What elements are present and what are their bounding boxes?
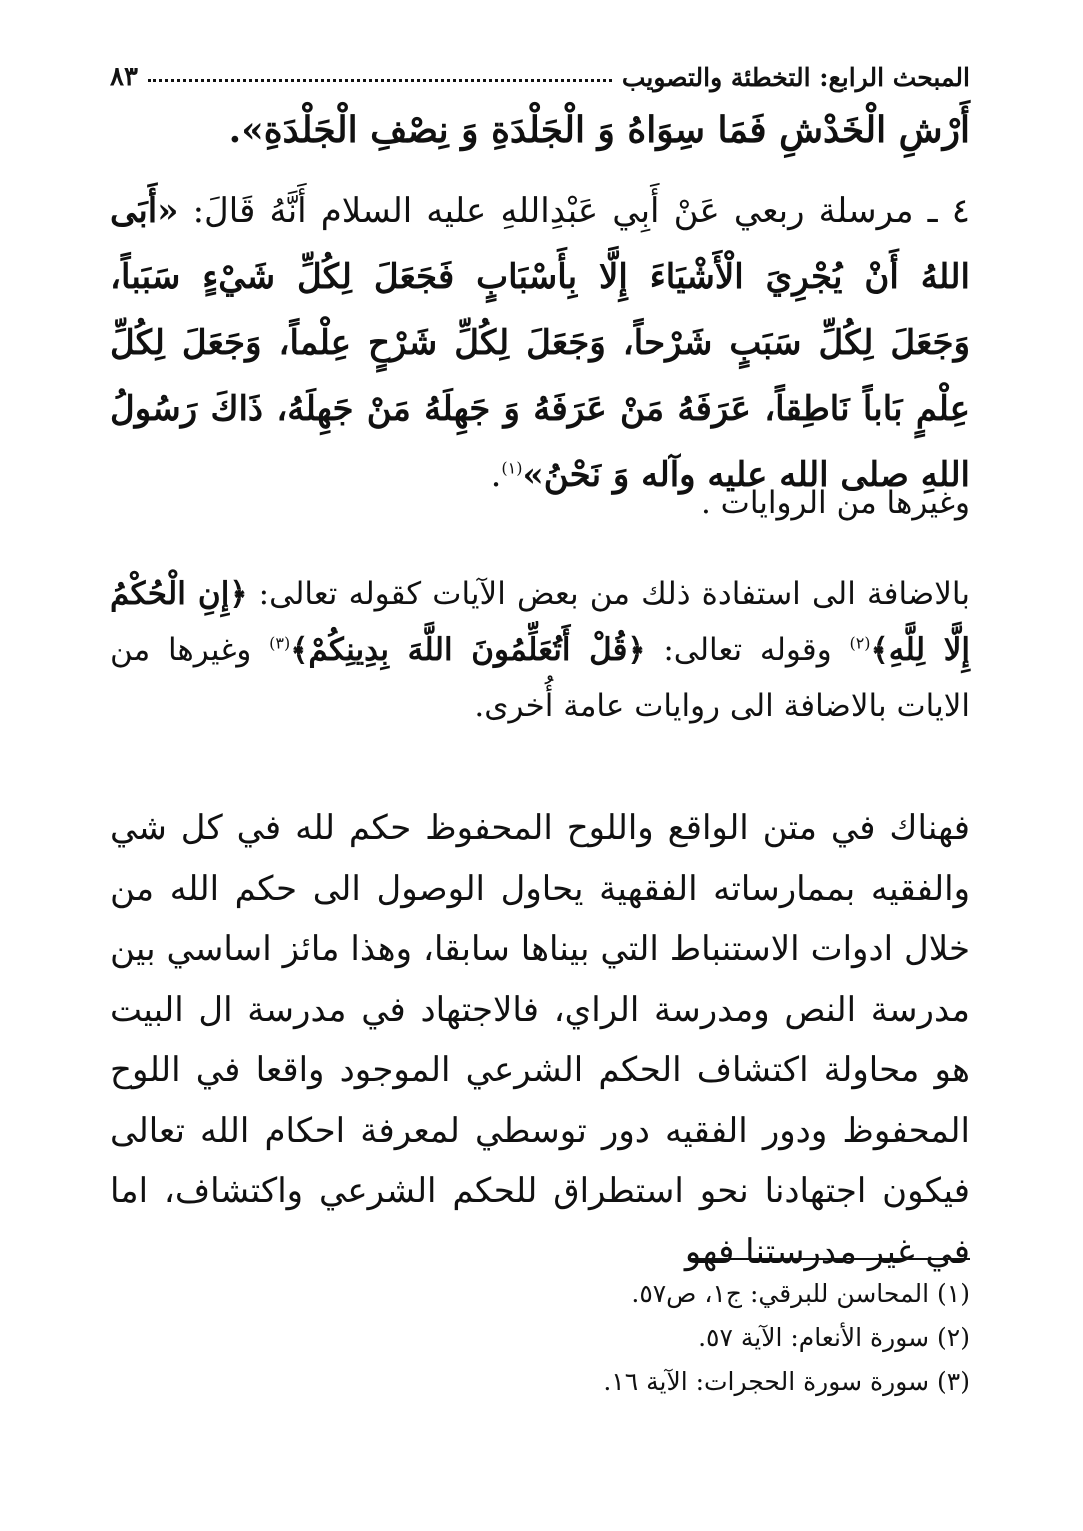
footnote-1: (١) المحاسن للبرقي: ج١، ص٥٧. [631,1279,970,1308]
ayah-al-hujurat: ﴿قُلْ أَتُعَلِّمُونَ اللَّهَ بِدِينِكُمْ﴾ [290,632,646,668]
chapter-title: المبحث الرابع: التخطئة والتصويب [621,63,970,92]
footnote-ref-3[interactable]: (٣) [269,633,291,653]
page-number: ٨٣ [110,62,138,92]
ayat-middle: وقوله تعالى: [645,632,850,668]
riwaya-text: «أَبَى اللهُ أَنْ يُجْرِيَ الْأَشْيَاءَ إِلَّا بِأَسْبَابٍ فَجَعَلَ لِكُلِّ شَيْءٍ سَبَباً، وَجَعَلَ لِكُلِّ سَبَبٍ شَرْحاً، وَجَعَلَ لِكُلِّ شَرْحٍ عِلْماً، وَجَعَلَ لِكُلِّ عِلْمٍ بَاباً نَاطِقاً، عَرَفَهُ مَنْ عَرَفَهُ وَ جَهِلَهُ مَنْ جَهِلَهُ، ذَاكَ رَسُولُ اللهِ صلى الله عليه وآله وَ نَحْنُ» [110,191,970,495]
riwaya-paragraph [110,178,970,508]
footnote-separator [688,1258,970,1260]
running-header [110,52,970,92]
ayat-end: وغيرها من الايات بالاضافة الى روايات عامة أُخرى. [110,632,970,724]
footnote-2: (٢) سورة الأنعام: الآية ٥٧. [698,1323,970,1352]
footnote-ref-1[interactable]: (١) [501,458,523,478]
paragraph-ayat [110,566,970,734]
footnote-3: (٣) سورة سورة الحجرات: الآية ١٦. [603,1367,970,1396]
ayah-al-anam: ﴿إِنِ الْحُكْمُ إِلَّا لِلَّهِ﴾ [110,576,970,668]
paragraph-main: فهناك في متن الواقع واللوح المحفوظ حكم لله في كل شي والفقيه بممارساته الفقهية يحاول الوصول الى حكم الله من خلال ادوات الاستنباط التي بيناها سابقا، وهذا مائز اساسي بين مدرسة النص ومدرسة الراي، فالاجتهاد في مدرسة ال البيت هو محاولة اكتشاف الحكم الشرعي الموجود واقعا في اللوح المحفوظ ودور الفقيه دور توسطي لمعرفة احكام الله تعالى فيكون اجتهادنا نحو استطراق للحكم الشرعي واكتشاف، اما في غير مدرستنا فهو [110,808,970,1272]
dot-leader [148,79,612,82]
footnotes [110,1272,970,1404]
ayat-intro: بالاضافة الى استفادة ذلك من بعض الآيات كقوله تعالى: [247,576,971,612]
riwaya-end: . [490,455,502,495]
riwaya-intro: ٤ ـ مرسلة ربعي عَنْ أَبِي عَبْدِاللهِ عليه السلام أَنَّهُ قَالَ: [178,191,970,231]
footnote-ref-2[interactable]: (٢) [849,633,871,653]
hadith-continuation: أَرْشِ الْخَدْشِ فَمَا سِوَاهُ وَ الْجَلْدَةِ وَ نِصْفِ الْجَلْدَةِ». [228,109,970,151]
paragraph-other-narrations: وغيرها من الروايات . [700,485,970,521]
